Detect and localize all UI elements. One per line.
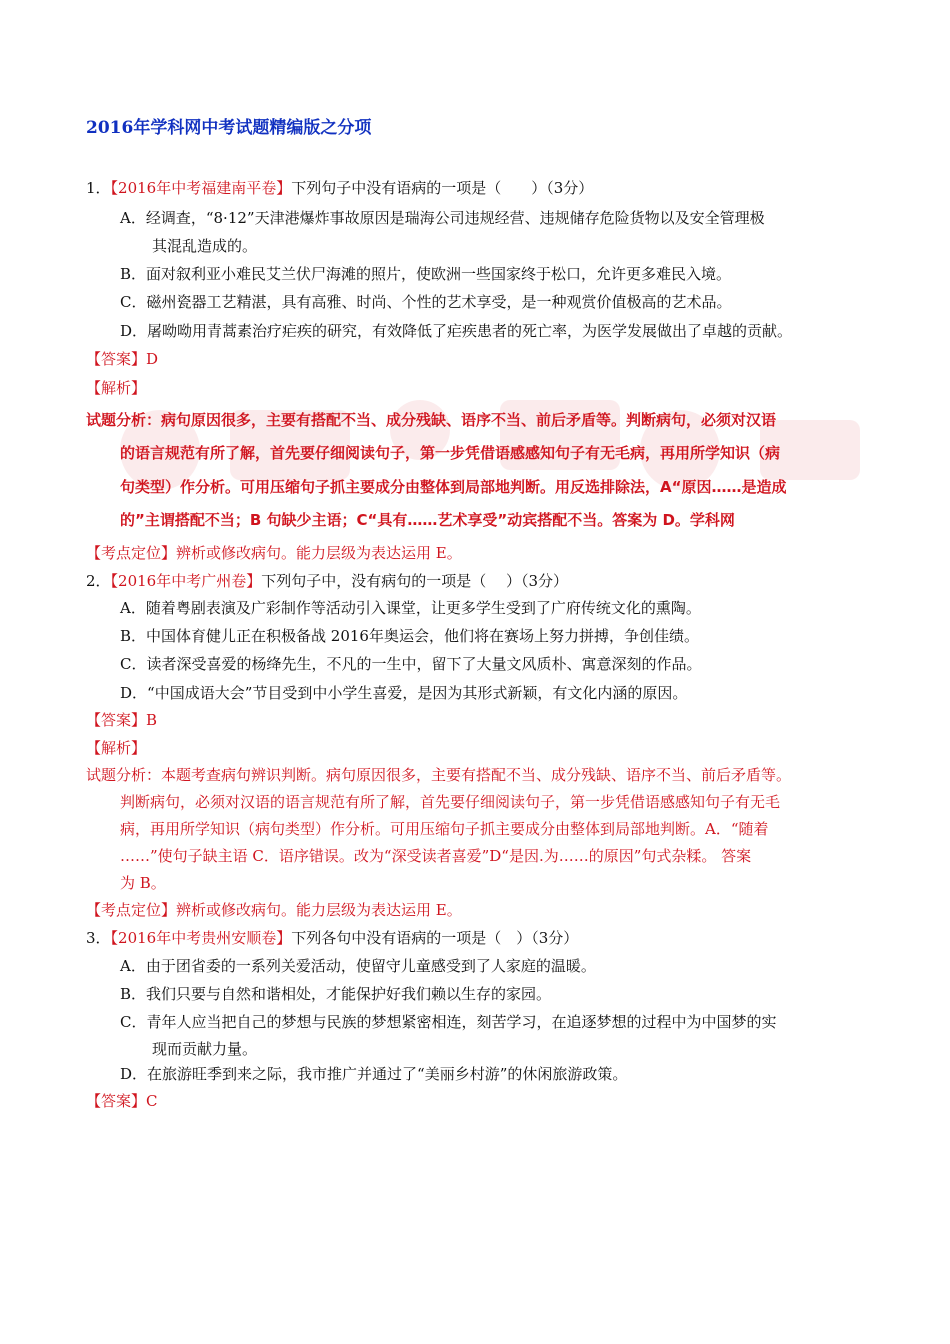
answer-value: C [146,1092,158,1110]
knowledge-point [86,543,462,563]
question-1 [86,178,593,198]
option-b: B．面对叙利亚小难民艾兰伏尸海滩的照片，使欧洲一些国家终于松口，允许更多难民入境。 [120,265,732,283]
answer-tag: 【答案】 [86,350,147,368]
question-stem: 下列句子中没有语病的一项是（ ）（3分） [291,179,594,197]
option-a: A．由于团省委的一系列关爱活动，使留守儿童感受到了人家庭的温暖。 [120,957,596,975]
answer-value: B [146,711,158,729]
option-b: B．中国体育健儿正在积极备战 2016年奥运会，他们将在赛场上努力拼搏，争创佳绩。 [120,627,699,645]
source-tag: 【2016年中考贵州安顺卷】 [110,929,292,947]
question-number: 3． [86,929,111,947]
question-3 [86,928,578,948]
option-a: A．经调查，“8·12”天津港爆炸事故原因是瑞海公司违规经营、违规储存危险货物以及安全管理极 [120,209,765,227]
source-tag: 【2016年中考广州卷】 [110,572,262,590]
knowledge-tag: 【考点定位】 [86,901,177,919]
option-a-continued: 其混乱造成的。 [152,237,258,255]
option-c-continued: 现而贡献力量。 [152,1040,258,1058]
option-c: C．磁州瓷器工艺精湛，具有高雅、时尚、个性的艺术享受，是一种观赏价值极高的艺术品。 [120,293,732,311]
analysis-line: 试题分析：本题考查病句辨识判断。病句原因很多，主要有搭配不当、成分残缺、语序不当、前后矛盾等。 [86,766,792,784]
analysis-line: ……”使句子缺主语 C．语序错误。改为“深受读者喜爱”D“是因.为……的原因”句式杂糅。 答案 [120,847,752,865]
answer-line [86,710,157,730]
question-stem: 下列各句中没有语病的一项是（ ）（3分） [291,929,579,947]
answer-line [86,349,158,369]
option-d: D．在旅游旺季到来之际，我市推广并通过了“美丽乡村游”的休闲旅游政策。 [120,1065,628,1083]
analysis-line: 句类型）作分析。可用压缩句子抓主要成分由整体到局部地判断。用反选排除法，A“原因……是造成 [120,478,787,496]
answer-tag: 【答案】 [86,711,147,729]
analysis-line: 试题分析：病句原因很多，主要有搭配不当、成分残缺、语序不当、前后矛盾等。判断病句，必须对汉语 [86,411,777,429]
answer-value: D [146,350,159,368]
option-d: D．屠呦呦用青蒿素治疗疟疾的研究，有效降低了疟疾患者的死亡率，为医学发展做出了卓越的贡献。 [120,322,793,340]
analysis-line: 的语言规范有所了解，首先要仔细阅读句子，第一步凭借语感感知句子有无毛病，再用所学知识（病 [120,444,781,462]
option-b: B．我们只要与自然和谐相处，才能保护好我们赖以生存的家园。 [120,985,552,1003]
analysis-line: 为 B。 [120,874,166,892]
analysis-line: 的”主谓搭配不当；B 句缺少主语；C“具有……艺术享受”动宾搭配不当。答案为 D。学科网 [120,511,735,529]
option-c: C．青年人应当把自己的梦想与民族的梦想紧密相连，刻苦学习，在追逐梦想的过程中为中国梦的实 [120,1013,777,1031]
analysis-heading: 【解析】 [86,379,147,397]
answer-line [86,1091,158,1111]
source-tag: 【2016年中考福建南平卷】 [110,179,292,197]
question-number: 1． [86,179,111,197]
knowledge-point [86,900,462,920]
analysis-line: 判断病句，必须对汉语的语言规范有所了解，首先要仔细阅读句子，第一步凭借语感感知句子有无毛 [120,793,781,811]
question-2 [86,571,568,591]
page-title: 2016年学科网中考试题精编版之分项 [86,118,372,138]
option-a: A．随着粤剧表演及广彩制作等活动引入课堂，让更多学生受到了广府传统文化的熏陶。 [120,599,701,617]
knowledge-text: 辨析或修改病句。能力层级为表达运用 E。 [176,901,462,919]
question-stem: 下列句子中，没有病句的一项是（ ）（3分） [261,572,569,590]
knowledge-text: 辨析或修改病句。能力层级为表达运用 E。 [176,544,462,562]
option-c: C．读者深受喜爱的杨绛先生，不凡的一生中，留下了大量文风质朴、寓意深刻的作品。 [120,655,702,673]
answer-tag: 【答案】 [86,1092,147,1110]
knowledge-tag: 【考点定位】 [86,544,177,562]
question-number: 2． [86,572,111,590]
analysis-heading: 【解析】 [86,739,147,757]
option-d: D．“中国成语大会”节目受到中小学生喜爱，是因为其形式新颖，有文化内涵的原因。 [120,684,688,702]
analysis-line: 病，再用所学知识（病句类型）作分析。可用压缩句子抓主要成分由整体到局部地判断。A．“随着 [120,820,769,838]
